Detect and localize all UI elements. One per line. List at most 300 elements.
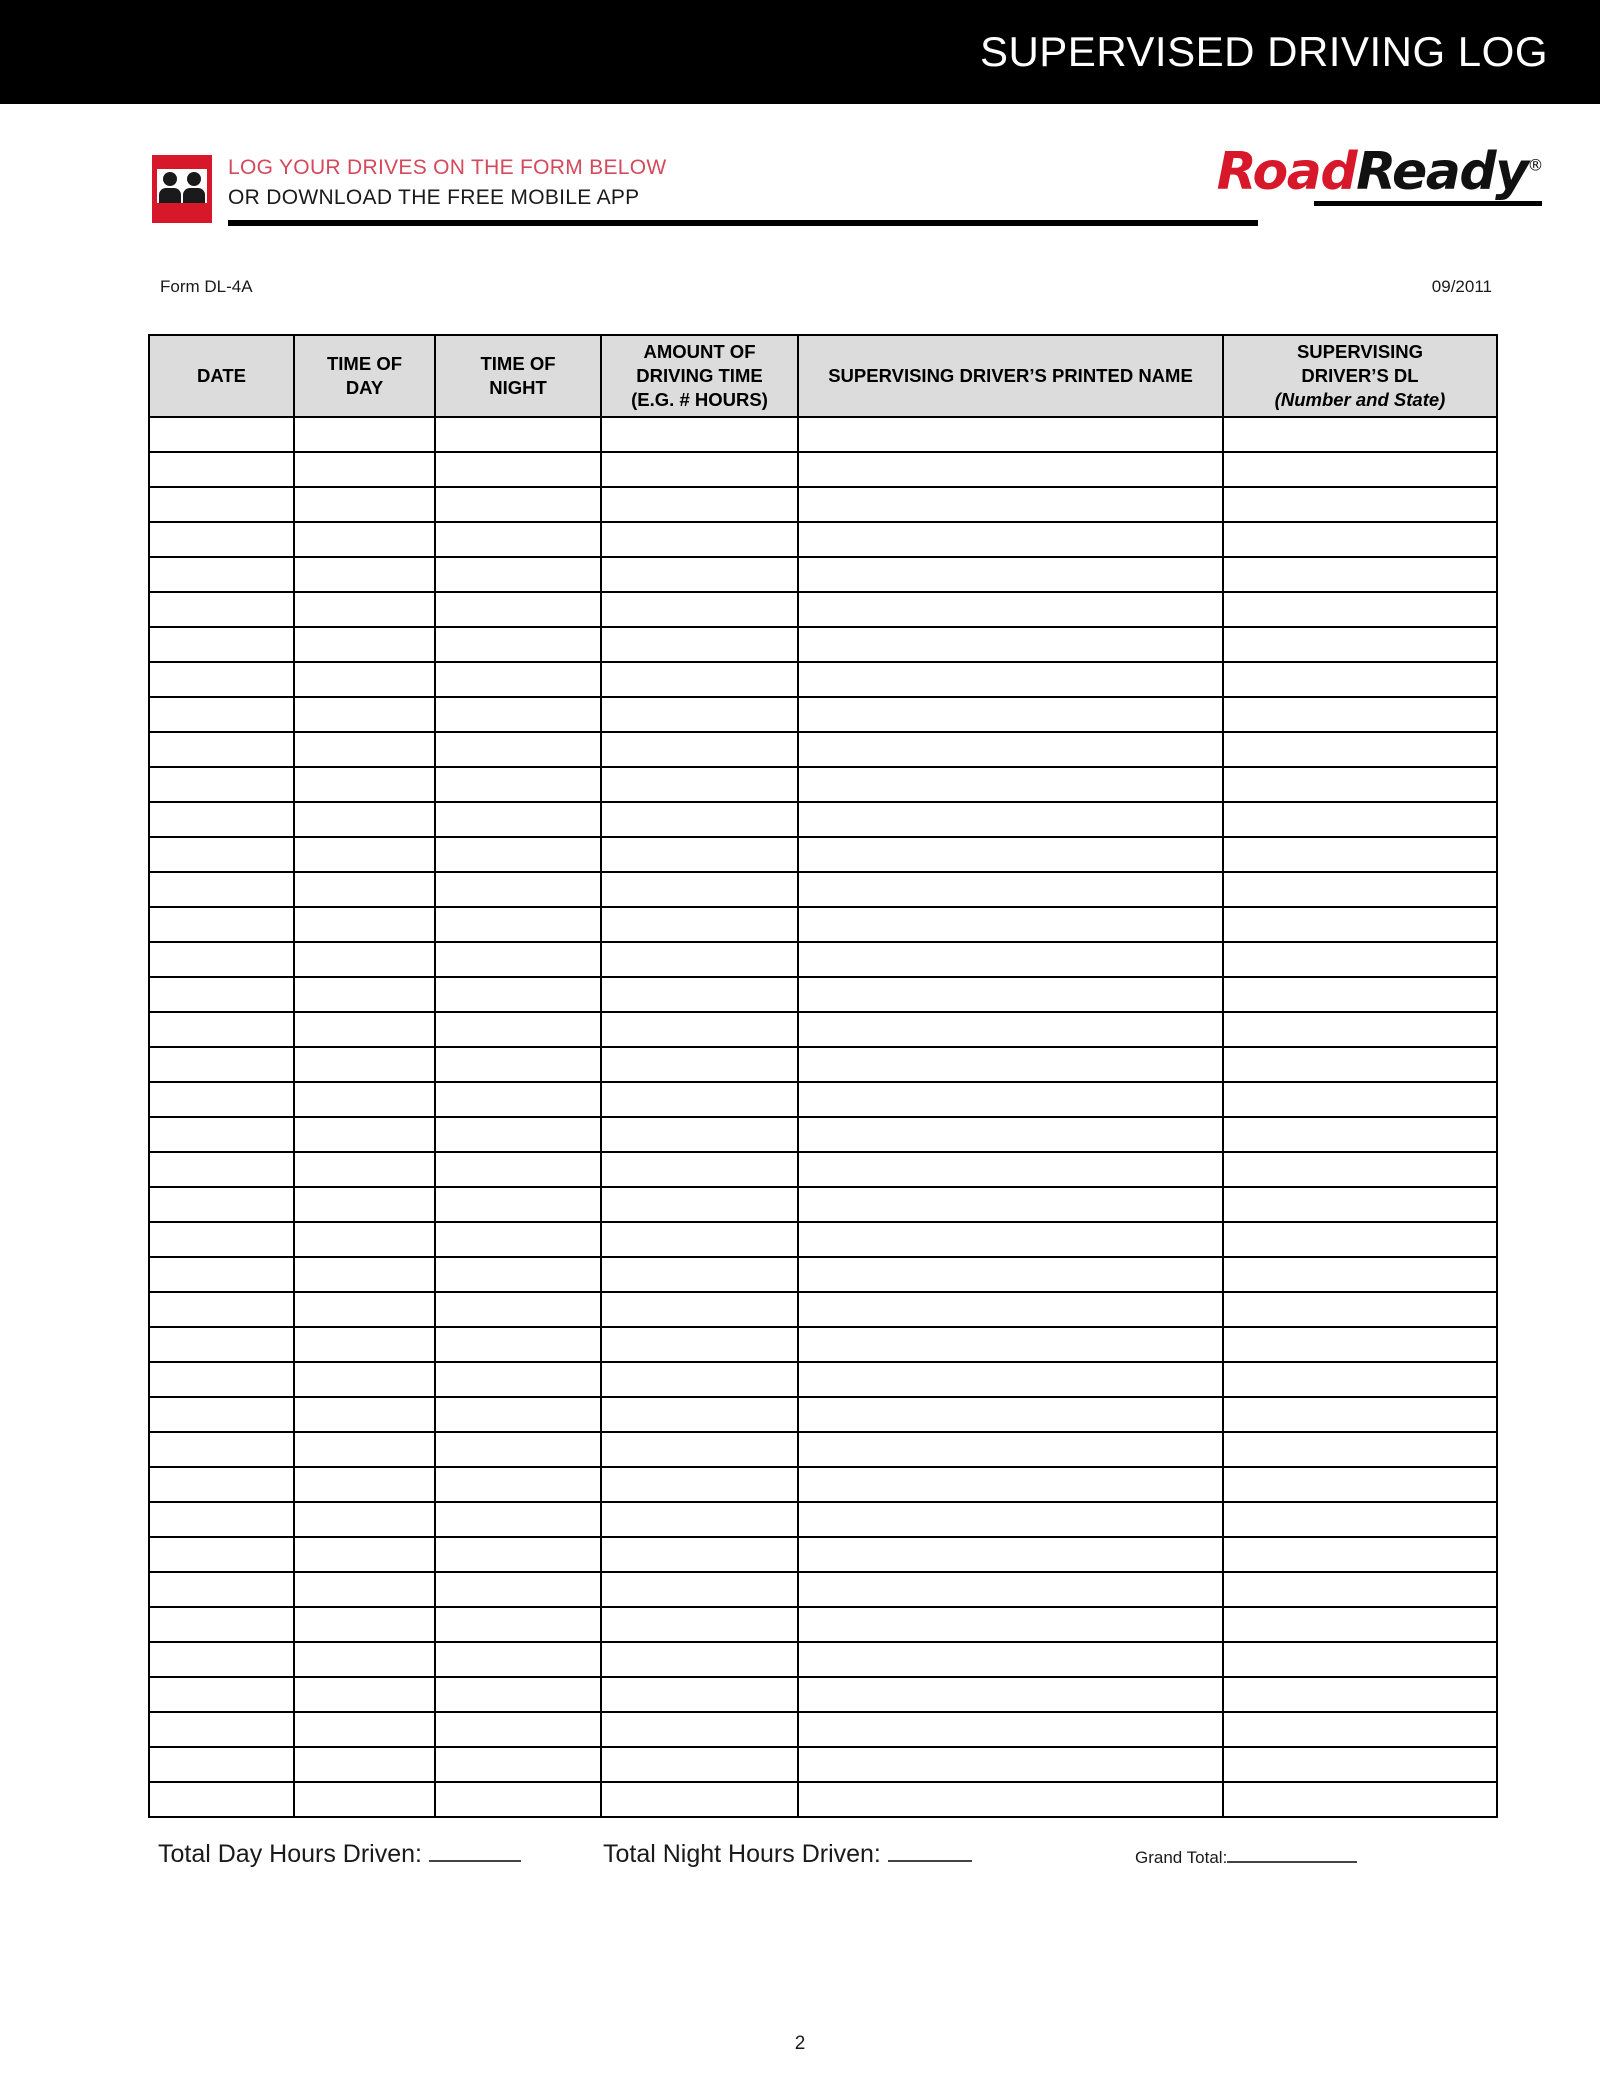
table-cell-day[interactable] xyxy=(294,1292,435,1327)
totals-section xyxy=(0,1840,1600,1886)
table-cell-day[interactable] xyxy=(294,662,435,697)
table-cell-dl[interactable] xyxy=(1223,662,1497,697)
column-header-line: DRIVER’S DL xyxy=(1301,365,1419,387)
table-cell-date[interactable] xyxy=(149,1012,294,1047)
promo-headline: LOG YOUR DRIVES ON THE FORM BELOW xyxy=(228,156,667,179)
table-cell-date[interactable] xyxy=(149,1082,294,1117)
table-cell-name[interactable] xyxy=(798,837,1223,872)
table-cell-night[interactable] xyxy=(435,1782,601,1817)
driving-log-table-container xyxy=(148,334,1496,1818)
promo-divider-rule xyxy=(228,220,1258,226)
table-cell-date[interactable] xyxy=(149,1502,294,1537)
table-cell-name[interactable] xyxy=(798,1012,1223,1047)
table-row xyxy=(149,1747,1497,1782)
table-cell-night[interactable] xyxy=(435,1257,601,1292)
table-cell-day[interactable] xyxy=(294,1327,435,1362)
table-cell-name[interactable] xyxy=(798,1537,1223,1572)
table-cell-name[interactable] xyxy=(798,1397,1223,1432)
table-cell-dl[interactable] xyxy=(1223,802,1497,837)
table-cell-day[interactable] xyxy=(294,942,435,977)
table-cell-date[interactable] xyxy=(149,1537,294,1572)
table-cell-night[interactable] xyxy=(435,1572,601,1607)
table-cell-dl[interactable] xyxy=(1223,487,1497,522)
table-row xyxy=(149,1047,1497,1082)
table-cell-night[interactable] xyxy=(435,1117,601,1152)
table-cell-day[interactable] xyxy=(294,557,435,592)
table-cell-amount[interactable] xyxy=(601,1537,798,1572)
table-cell-day[interactable] xyxy=(294,417,435,452)
table-cell-date[interactable] xyxy=(149,452,294,487)
table-cell-date[interactable] xyxy=(149,417,294,452)
table-cell-amount[interactable] xyxy=(601,697,798,732)
table-cell-name[interactable] xyxy=(798,802,1223,837)
table-row xyxy=(149,837,1497,872)
table-cell-dl[interactable] xyxy=(1223,1467,1497,1502)
table-row xyxy=(149,452,1497,487)
table-cell-day[interactable] xyxy=(294,1362,435,1397)
table-cell-dl[interactable] xyxy=(1223,1222,1497,1257)
table-row xyxy=(149,907,1497,942)
table-cell-night[interactable] xyxy=(435,907,601,942)
table-cell-name[interactable] xyxy=(798,592,1223,627)
table-cell-day[interactable] xyxy=(294,487,435,522)
table-cell-dl[interactable] xyxy=(1223,1292,1497,1327)
table-cell-night[interactable] xyxy=(435,1292,601,1327)
table-cell-night[interactable] xyxy=(435,592,601,627)
table-cell-day[interactable] xyxy=(294,1432,435,1467)
table-cell-amount[interactable] xyxy=(601,1397,798,1432)
table-cell-date[interactable] xyxy=(149,697,294,732)
table-cell-dl[interactable] xyxy=(1223,1187,1497,1222)
table-row xyxy=(149,1677,1497,1712)
table-cell-dl[interactable] xyxy=(1223,1362,1497,1397)
table-cell-day[interactable] xyxy=(294,1642,435,1677)
column-header-supervising-driver-name xyxy=(798,335,1223,417)
table-cell-date[interactable] xyxy=(149,1712,294,1747)
table-cell-name[interactable] xyxy=(798,1502,1223,1537)
table-cell-night[interactable] xyxy=(435,732,601,767)
table-cell-date[interactable] xyxy=(149,1467,294,1502)
table-cell-day[interactable] xyxy=(294,872,435,907)
table-cell-amount[interactable] xyxy=(601,452,798,487)
table-cell-dl[interactable] xyxy=(1223,767,1497,802)
table-cell-date[interactable] xyxy=(149,1572,294,1607)
table-row xyxy=(149,1012,1497,1047)
table-cell-name[interactable] xyxy=(798,1117,1223,1152)
total-day-hours-label: Total Day Hours Driven: xyxy=(158,1840,422,1868)
table-cell-night[interactable] xyxy=(435,1537,601,1572)
table-row xyxy=(149,1187,1497,1222)
table-cell-amount[interactable] xyxy=(601,1607,798,1642)
table-row xyxy=(149,1537,1497,1572)
column-header-amount-of-driving-time xyxy=(601,335,798,417)
table-cell-dl[interactable] xyxy=(1223,627,1497,662)
table-cell-amount[interactable] xyxy=(601,662,798,697)
table-cell-date[interactable] xyxy=(149,1047,294,1082)
table-cell-day[interactable] xyxy=(294,1537,435,1572)
table-cell-day[interactable] xyxy=(294,1047,435,1082)
form-id-label: Form DL-4A xyxy=(160,277,253,296)
table-cell-dl[interactable] xyxy=(1223,837,1497,872)
table-cell-date[interactable] xyxy=(149,1222,294,1257)
table-cell-day[interactable] xyxy=(294,452,435,487)
table-cell-name[interactable] xyxy=(798,1222,1223,1257)
table-cell-day[interactable] xyxy=(294,1082,435,1117)
table-cell-night[interactable] xyxy=(435,1362,601,1397)
table-cell-night[interactable] xyxy=(435,452,601,487)
table-row xyxy=(149,1082,1497,1117)
table-cell-date[interactable] xyxy=(149,1327,294,1362)
table-cell-night[interactable] xyxy=(435,1152,601,1187)
total-night-hours-group xyxy=(603,1840,972,1869)
table-cell-name[interactable] xyxy=(798,1152,1223,1187)
grand-total-input[interactable] xyxy=(1227,1861,1357,1863)
table-row xyxy=(149,767,1497,802)
table-cell-amount[interactable] xyxy=(601,1292,798,1327)
table-cell-date[interactable] xyxy=(149,1152,294,1187)
table-cell-amount[interactable] xyxy=(601,1222,798,1257)
table-row xyxy=(149,697,1497,732)
table-cell-day[interactable] xyxy=(294,1677,435,1712)
table-row xyxy=(149,802,1497,837)
table-cell-dl[interactable] xyxy=(1223,1397,1497,1432)
column-header-line: TIME OF xyxy=(326,353,403,375)
total-night-hours-label: Total Night Hours Driven: xyxy=(603,1840,881,1868)
table-cell-day[interactable] xyxy=(294,1257,435,1292)
table-cell-amount[interactable] xyxy=(601,1152,798,1187)
table-cell-day[interactable] xyxy=(294,767,435,802)
table-row xyxy=(149,1782,1497,1817)
table-cell-name[interactable] xyxy=(798,1362,1223,1397)
table-cell-amount[interactable] xyxy=(601,1467,798,1502)
table-cell-amount[interactable] xyxy=(601,627,798,662)
column-header-line: AMOUNT OF xyxy=(643,341,756,363)
table-cell-name[interactable] xyxy=(798,1747,1223,1782)
page-header-banner xyxy=(0,0,1600,104)
table-cell-date[interactable] xyxy=(149,487,294,522)
table-cell-date[interactable] xyxy=(149,662,294,697)
table-cell-amount[interactable] xyxy=(601,1572,798,1607)
table-cell-amount[interactable] xyxy=(601,1187,798,1222)
table-cell-dl[interactable] xyxy=(1223,1257,1497,1292)
table-cell-night[interactable] xyxy=(435,1222,601,1257)
table-cell-night[interactable] xyxy=(435,522,601,557)
total-night-hours-input[interactable] xyxy=(888,1860,972,1862)
table-cell-night[interactable] xyxy=(435,1467,601,1502)
table-cell-amount[interactable] xyxy=(601,1362,798,1397)
table-cell-night[interactable] xyxy=(435,1607,601,1642)
table-cell-night[interactable] xyxy=(435,942,601,977)
table-row xyxy=(149,557,1497,592)
table-cell-amount[interactable] xyxy=(601,1082,798,1117)
table-cell-name[interactable] xyxy=(798,697,1223,732)
table-cell-amount[interactable] xyxy=(601,732,798,767)
table-cell-name[interactable] xyxy=(798,942,1223,977)
table-cell-night[interactable] xyxy=(435,417,601,452)
table-cell-day[interactable] xyxy=(294,522,435,557)
table-cell-date[interactable] xyxy=(149,767,294,802)
table-cell-day[interactable] xyxy=(294,592,435,627)
table-cell-day[interactable] xyxy=(294,732,435,767)
table-cell-night[interactable] xyxy=(435,1012,601,1047)
table-cell-amount[interactable] xyxy=(601,942,798,977)
table-row xyxy=(149,1117,1497,1152)
table-cell-night[interactable] xyxy=(435,1432,601,1467)
table-cell-day[interactable] xyxy=(294,1187,435,1222)
table-cell-night[interactable] xyxy=(435,1712,601,1747)
table-cell-amount[interactable] xyxy=(601,977,798,1012)
table-cell-date[interactable] xyxy=(149,802,294,837)
table-cell-name[interactable] xyxy=(798,1047,1223,1082)
table-cell-dl[interactable] xyxy=(1223,1432,1497,1467)
table-cell-amount[interactable] xyxy=(601,802,798,837)
table-cell-day[interactable] xyxy=(294,1747,435,1782)
table-cell-dl[interactable] xyxy=(1223,1712,1497,1747)
table-cell-date[interactable] xyxy=(149,1782,294,1817)
table-cell-dl[interactable] xyxy=(1223,592,1497,627)
table-cell-dl[interactable] xyxy=(1223,452,1497,487)
table-cell-day[interactable] xyxy=(294,1607,435,1642)
table-cell-dl[interactable] xyxy=(1223,557,1497,592)
table-cell-night[interactable] xyxy=(435,1747,601,1782)
table-cell-name[interactable] xyxy=(798,732,1223,767)
table-cell-day[interactable] xyxy=(294,1012,435,1047)
table-cell-dl[interactable] xyxy=(1223,977,1497,1012)
table-cell-dl[interactable] xyxy=(1223,1327,1497,1362)
table-cell-name[interactable] xyxy=(798,1432,1223,1467)
table-cell-name[interactable] xyxy=(798,977,1223,1012)
table-cell-name[interactable] xyxy=(798,487,1223,522)
table-cell-name[interactable] xyxy=(798,417,1223,452)
table-cell-date[interactable] xyxy=(149,732,294,767)
table-cell-day[interactable] xyxy=(294,1222,435,1257)
table-cell-night[interactable] xyxy=(435,767,601,802)
table-cell-amount[interactable] xyxy=(601,487,798,522)
table-cell-dl[interactable] xyxy=(1223,1012,1497,1047)
table-cell-date[interactable] xyxy=(149,942,294,977)
two-people-icon xyxy=(152,155,212,223)
table-cell-amount[interactable] xyxy=(601,1432,798,1467)
table-cell-day[interactable] xyxy=(294,1782,435,1817)
table-cell-amount[interactable] xyxy=(601,1642,798,1677)
table-cell-dl[interactable] xyxy=(1223,1782,1497,1817)
table-cell-day[interactable] xyxy=(294,802,435,837)
table-row xyxy=(149,487,1497,522)
table-cell-name[interactable] xyxy=(798,907,1223,942)
table-cell-amount[interactable] xyxy=(601,592,798,627)
table-cell-date[interactable] xyxy=(149,1117,294,1152)
table-row xyxy=(149,1502,1497,1537)
table-cell-amount[interactable] xyxy=(601,522,798,557)
column-header-line: TIME OF xyxy=(480,353,556,375)
table-cell-amount[interactable] xyxy=(601,1782,798,1817)
table-cell-name[interactable] xyxy=(798,872,1223,907)
table-cell-name[interactable] xyxy=(798,1712,1223,1747)
registered-trademark-icon: ® xyxy=(1527,155,1542,175)
table-cell-date[interactable] xyxy=(149,1187,294,1222)
form-revision-date: 09/2011 xyxy=(1431,277,1492,296)
table-cell-date[interactable] xyxy=(149,1397,294,1432)
table-cell-name[interactable] xyxy=(798,1082,1223,1117)
table-cell-date[interactable] xyxy=(149,627,294,662)
table-cell-day[interactable] xyxy=(294,627,435,662)
table-cell-name[interactable] xyxy=(798,1572,1223,1607)
table-cell-day[interactable] xyxy=(294,1152,435,1187)
table-cell-amount[interactable] xyxy=(601,417,798,452)
table-cell-dl[interactable] xyxy=(1223,732,1497,767)
table-row xyxy=(149,977,1497,1012)
table-cell-amount[interactable] xyxy=(601,872,798,907)
table-cell-dl[interactable] xyxy=(1223,1607,1497,1642)
table-cell-night[interactable] xyxy=(435,1187,601,1222)
table-cell-amount[interactable] xyxy=(601,837,798,872)
table-cell-name[interactable] xyxy=(798,1257,1223,1292)
table-cell-date[interactable] xyxy=(149,592,294,627)
table-row xyxy=(149,1362,1497,1397)
table-cell-name[interactable] xyxy=(798,1607,1223,1642)
form-meta-line xyxy=(152,277,1492,301)
table-cell-night[interactable] xyxy=(435,557,601,592)
table-cell-night[interactable] xyxy=(435,1677,601,1712)
table-cell-night[interactable] xyxy=(435,1397,601,1432)
table-cell-night[interactable] xyxy=(435,977,601,1012)
table-cell-day[interactable] xyxy=(294,1572,435,1607)
table-cell-dl[interactable] xyxy=(1223,1642,1497,1677)
table-cell-date[interactable] xyxy=(149,1747,294,1782)
table-cell-night[interactable] xyxy=(435,837,601,872)
table-cell-day[interactable] xyxy=(294,1467,435,1502)
table-cell-night[interactable] xyxy=(435,1082,601,1117)
table-header xyxy=(149,335,1497,417)
table-cell-name[interactable] xyxy=(798,1782,1223,1817)
table-cell-dl[interactable] xyxy=(1223,1047,1497,1082)
table-cell-date[interactable] xyxy=(149,1257,294,1292)
table-cell-amount[interactable] xyxy=(601,1327,798,1362)
table-cell-date[interactable] xyxy=(149,522,294,557)
table-cell-night[interactable] xyxy=(435,627,601,662)
table-header-row xyxy=(149,335,1497,417)
table-cell-date[interactable] xyxy=(149,907,294,942)
table-cell-night[interactable] xyxy=(435,1327,601,1362)
table-row xyxy=(149,1607,1497,1642)
table-cell-amount[interactable] xyxy=(601,1677,798,1712)
table-row xyxy=(149,1572,1497,1607)
table-cell-dl[interactable] xyxy=(1223,417,1497,452)
column-header-line: SUPERVISING xyxy=(1296,341,1424,363)
driving-log-table xyxy=(148,334,1498,1818)
table-cell-name[interactable] xyxy=(798,662,1223,697)
table-cell-name[interactable] xyxy=(798,1642,1223,1677)
table-cell-dl[interactable] xyxy=(1223,1152,1497,1187)
table-cell-name[interactable] xyxy=(798,1467,1223,1502)
table-cell-day[interactable] xyxy=(294,1502,435,1537)
table-cell-date[interactable] xyxy=(149,1642,294,1677)
table-cell-night[interactable] xyxy=(435,1502,601,1537)
table-cell-night[interactable] xyxy=(435,802,601,837)
promo-subline: OR DOWNLOAD THE FREE MOBILE APP xyxy=(228,186,640,209)
table-cell-amount[interactable] xyxy=(601,1012,798,1047)
table-row xyxy=(149,1327,1497,1362)
table-row xyxy=(149,627,1497,662)
table-cell-name[interactable] xyxy=(798,767,1223,802)
table-cell-name[interactable] xyxy=(798,522,1223,557)
table-cell-name[interactable] xyxy=(798,1677,1223,1712)
table-cell-dl[interactable] xyxy=(1223,1572,1497,1607)
table-row xyxy=(149,872,1497,907)
table-cell-night[interactable] xyxy=(435,487,601,522)
table-cell-date[interactable] xyxy=(149,872,294,907)
table-cell-day[interactable] xyxy=(294,1712,435,1747)
table-cell-dl[interactable] xyxy=(1223,1537,1497,1572)
table-cell-dl[interactable] xyxy=(1223,907,1497,942)
table-cell-name[interactable] xyxy=(798,1327,1223,1362)
table-cell-name[interactable] xyxy=(798,1187,1223,1222)
table-cell-dl[interactable] xyxy=(1223,697,1497,732)
table-cell-amount[interactable] xyxy=(601,1502,798,1537)
table-row xyxy=(149,522,1497,557)
table-cell-name[interactable] xyxy=(798,557,1223,592)
table-cell-dl[interactable] xyxy=(1223,1502,1497,1537)
table-cell-day[interactable] xyxy=(294,907,435,942)
table-cell-night[interactable] xyxy=(435,662,601,697)
table-cell-amount[interactable] xyxy=(601,1257,798,1292)
table-cell-dl[interactable] xyxy=(1223,942,1497,977)
table-cell-amount[interactable] xyxy=(601,1747,798,1782)
table-cell-date[interactable] xyxy=(149,1677,294,1712)
table-cell-dl[interactable] xyxy=(1223,1117,1497,1152)
table-cell-day[interactable] xyxy=(294,1397,435,1432)
table-cell-night[interactable] xyxy=(435,1047,601,1082)
table-row xyxy=(149,1432,1497,1467)
table-cell-night[interactable] xyxy=(435,697,601,732)
table-cell-date[interactable] xyxy=(149,977,294,1012)
table-cell-day[interactable] xyxy=(294,1117,435,1152)
table-cell-date[interactable] xyxy=(149,1607,294,1642)
column-header-time-of-day xyxy=(294,335,435,417)
table-cell-date[interactable] xyxy=(149,557,294,592)
table-cell-day[interactable] xyxy=(294,697,435,732)
table-cell-amount[interactable] xyxy=(601,1712,798,1747)
table-cell-name[interactable] xyxy=(798,1292,1223,1327)
table-cell-amount[interactable] xyxy=(601,1047,798,1082)
column-header-line: DATE xyxy=(197,365,246,387)
table-cell-amount[interactable] xyxy=(601,1117,798,1152)
table-cell-name[interactable] xyxy=(798,627,1223,662)
table-cell-dl[interactable] xyxy=(1223,1082,1497,1117)
table-cell-amount[interactable] xyxy=(601,557,798,592)
table-cell-amount[interactable] xyxy=(601,767,798,802)
table-cell-name[interactable] xyxy=(798,452,1223,487)
table-cell-night[interactable] xyxy=(435,1642,601,1677)
table-cell-amount[interactable] xyxy=(601,907,798,942)
total-day-hours-input[interactable] xyxy=(429,1860,521,1862)
column-header-line: DRIVING TIME xyxy=(636,365,763,387)
table-cell-dl[interactable] xyxy=(1223,872,1497,907)
table-row xyxy=(149,417,1497,452)
table-row xyxy=(149,732,1497,767)
table-cell-dl[interactable] xyxy=(1223,1677,1497,1712)
table-cell-dl[interactable] xyxy=(1223,522,1497,557)
table-cell-date[interactable] xyxy=(149,1362,294,1397)
table-cell-dl[interactable] xyxy=(1223,1747,1497,1782)
table-cell-date[interactable] xyxy=(149,1432,294,1467)
table-cell-day[interactable] xyxy=(294,977,435,1012)
table-cell-day[interactable] xyxy=(294,837,435,872)
table-cell-date[interactable] xyxy=(149,837,294,872)
total-day-hours-group xyxy=(158,1840,521,1869)
table-cell-date[interactable] xyxy=(149,1292,294,1327)
table-cell-night[interactable] xyxy=(435,872,601,907)
